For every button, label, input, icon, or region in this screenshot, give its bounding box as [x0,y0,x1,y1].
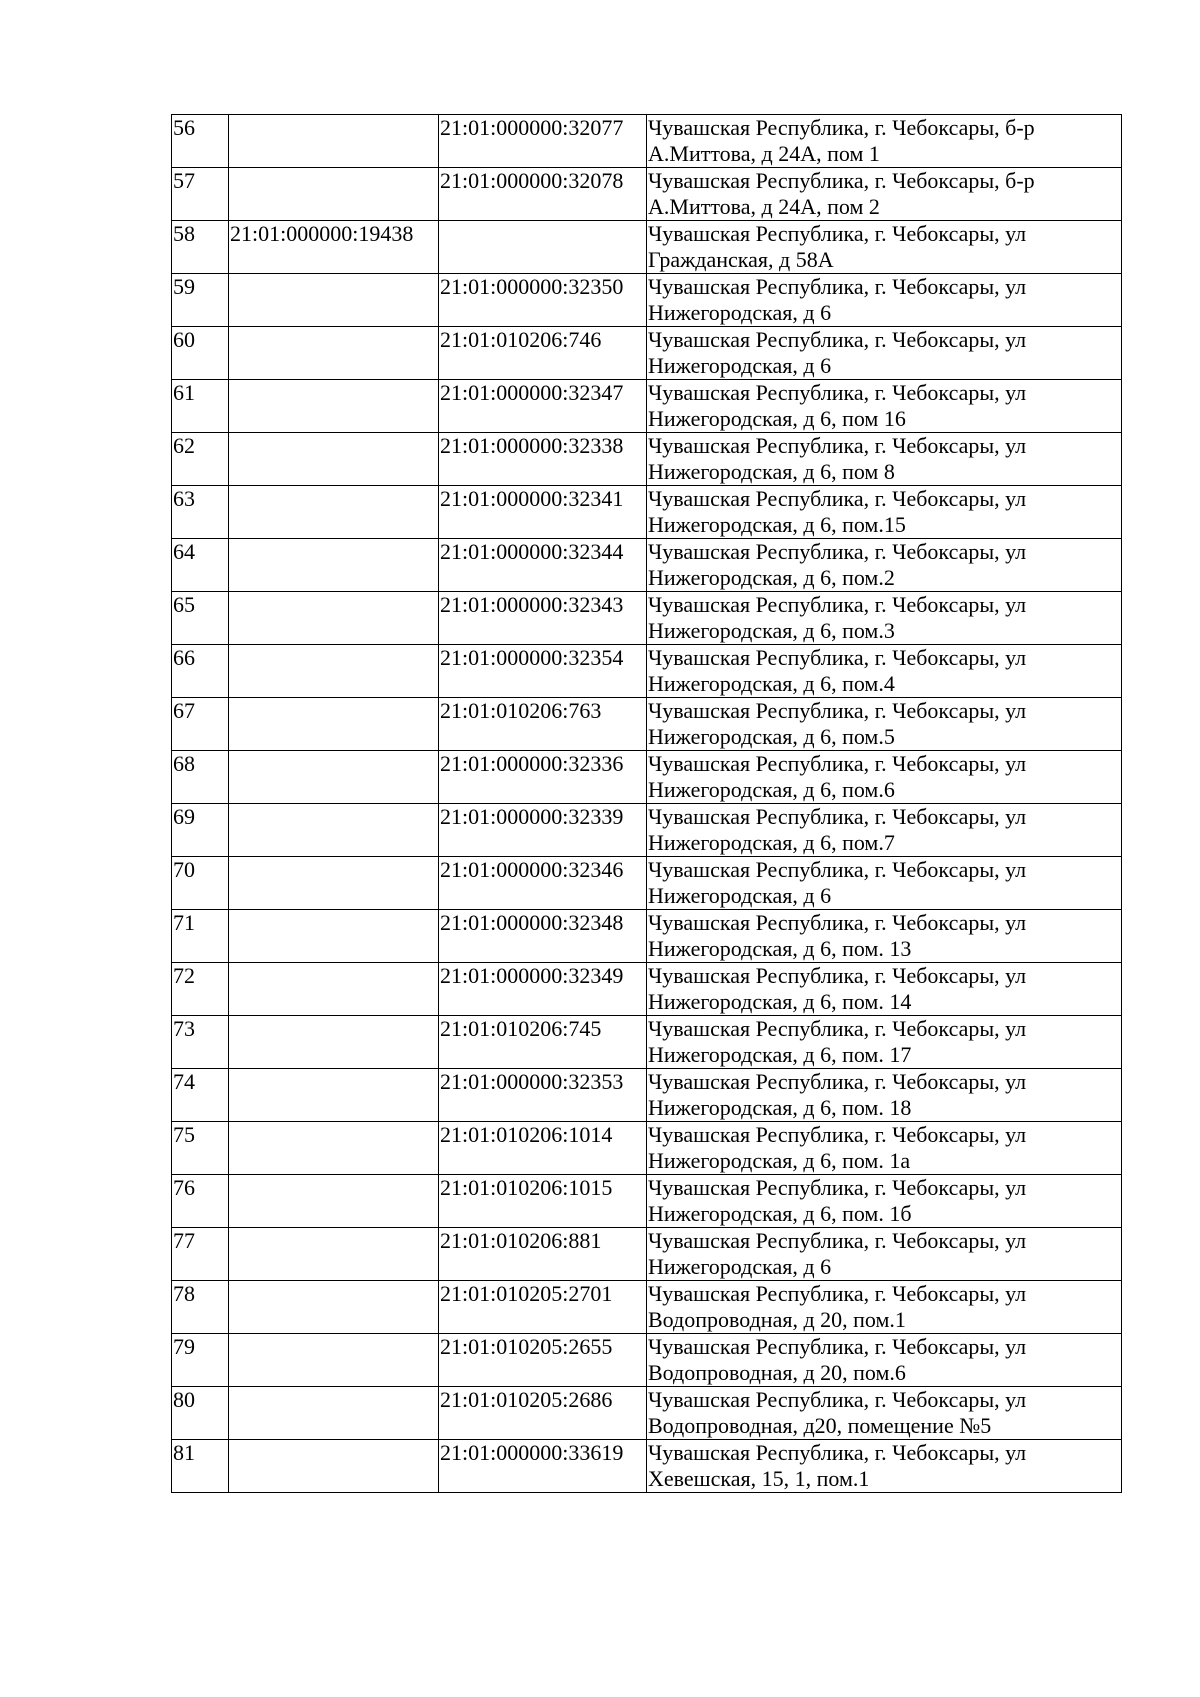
cadastral-number-a-cell [229,115,439,168]
address-cell: Чувашская Республика, г. Чебоксары, ул Водопроводная, д 20, пом.1 [647,1281,1122,1334]
table-row [172,327,1122,380]
row-number-cell: 80 [172,1387,229,1440]
cadastral-number-b-cell: 21:01:010206:1014 [439,1122,647,1175]
address-cell: Чувашская Республика, г. Чебоксары, ул Гражданская, д 58А [647,221,1122,274]
cadastral-number-a-cell [229,433,439,486]
cadastral-number-b-cell: 21:01:000000:32354 [439,645,647,698]
cadastral-number-b-cell: 21:01:000000:32347 [439,380,647,433]
table-row [172,433,1122,486]
cadastral-number-b-cell: 21:01:000000:32343 [439,592,647,645]
table-row [172,1175,1122,1228]
cadastral-number-b-cell: 21:01:010206:1015 [439,1175,647,1228]
cadastral-number-a-cell [229,380,439,433]
row-number-cell: 56 [172,115,229,168]
cadastral-number-b-cell [439,221,647,274]
cadastral-number-a-cell [229,963,439,1016]
address-cell: Чувашская Республика, г. Чебоксары, ул Нижегородская, д 6 [647,327,1122,380]
address-cell: Чувашская Республика, г. Чебоксары, ул Хевешская, 15, 1, пом.1 [647,1440,1122,1493]
cadastral-number-a-cell [229,1016,439,1069]
row-number-cell: 57 [172,168,229,221]
cadastral-number-a-cell [229,698,439,751]
cadastral-number-a-cell [229,486,439,539]
cadastral-number-a-cell [229,1281,439,1334]
table-row [172,221,1122,274]
table-row [172,592,1122,645]
row-number-cell: 66 [172,645,229,698]
cadastral-number-a-cell [229,1122,439,1175]
address-cell: Чувашская Республика, г. Чебоксары, ул Нижегородская, д 6, пом.15 [647,486,1122,539]
table-row [172,963,1122,1016]
cadastral-number-a-cell [229,274,439,327]
row-number-cell: 67 [172,698,229,751]
address-cell: Чувашская Республика, г. Чебоксары, ул Нижегородская, д 6, пом 8 [647,433,1122,486]
address-cell: Чувашская Республика, г. Чебоксары, ул Нижегородская, д 6, пом.6 [647,751,1122,804]
cadastral-number-b-cell: 21:01:010205:2686 [439,1387,647,1440]
address-cell: Чувашская Республика, г. Чебоксары, ул Нижегородская, д 6 [647,1228,1122,1281]
cadastral-number-b-cell: 21:01:000000:32341 [439,486,647,539]
address-cell: Чувашская Республика, г. Чебоксары, ул Нижегородская, д 6, пом.4 [647,645,1122,698]
table-row [172,645,1122,698]
table-body [172,115,1122,1493]
cadastral-number-a-cell: 21:01:000000:19438 [229,221,439,274]
row-number-cell: 76 [172,1175,229,1228]
table-row [172,857,1122,910]
address-cell: Чувашская Республика, г. Чебоксары, ул Нижегородская, д 6, пом. 18 [647,1069,1122,1122]
address-cell: Чувашская Республика, г. Чебоксары, ул Нижегородская, д 6 [647,274,1122,327]
address-cell: Чувашская Республика, г. Чебоксары, б-р А.Миттова, д 24А, пом 1 [647,115,1122,168]
table-row [172,804,1122,857]
row-number-cell: 70 [172,857,229,910]
row-number-cell: 62 [172,433,229,486]
cadastral-number-b-cell: 21:01:000000:32353 [439,1069,647,1122]
cadastral-number-b-cell: 21:01:010206:746 [439,327,647,380]
cadastral-number-b-cell: 21:01:000000:32336 [439,751,647,804]
cadastral-number-a-cell [229,1069,439,1122]
address-cell: Чувашская Республика, г. Чебоксары, ул Водопроводная, д 20, пом.6 [647,1334,1122,1387]
cadastral-number-b-cell: 21:01:010206:745 [439,1016,647,1069]
row-number-cell: 72 [172,963,229,1016]
cadastral-number-b-cell: 21:01:000000:32350 [439,274,647,327]
table-row [172,274,1122,327]
address-cell: Чувашская Республика, г. Чебоксары, ул Нижегородская, д 6, пом. 13 [647,910,1122,963]
cadastral-number-b-cell: 21:01:000000:32346 [439,857,647,910]
row-number-cell: 63 [172,486,229,539]
address-cell: Чувашская Республика, г. Чебоксары, ул Нижегородская, д 6, пом.3 [647,592,1122,645]
table-row [172,1016,1122,1069]
address-cell: Чувашская Республика, г. Чебоксары, б-р А.Миттова, д 24А, пом 2 [647,168,1122,221]
cadastral-number-b-cell: 21:01:000000:33619 [439,1440,647,1493]
row-number-cell: 58 [172,221,229,274]
row-number-cell: 75 [172,1122,229,1175]
table-row [172,1228,1122,1281]
table-row [172,1069,1122,1122]
cadastral-number-a-cell [229,857,439,910]
cadastral-number-b-cell: 21:01:000000:32349 [439,963,647,1016]
row-number-cell: 78 [172,1281,229,1334]
table-row [172,751,1122,804]
address-cell: Чувашская Республика, г. Чебоксары, ул Нижегородская, д 6, пом. 1а [647,1122,1122,1175]
address-cell: Чувашская Республика, г. Чебоксары, ул Водопроводная, д20, помещение №5 [647,1387,1122,1440]
address-cell: Чувашская Республика, г. Чебоксары, ул Нижегородская, д 6, пом.2 [647,539,1122,592]
row-number-cell: 65 [172,592,229,645]
table-row [172,910,1122,963]
property-table [171,114,1122,1493]
cadastral-number-a-cell [229,910,439,963]
row-number-cell: 74 [172,1069,229,1122]
cadastral-number-b-cell: 21:01:000000:32338 [439,433,647,486]
cadastral-number-a-cell [229,751,439,804]
address-cell: Чувашская Республика, г. Чебоксары, ул Нижегородская, д 6, пом. 14 [647,963,1122,1016]
cadastral-number-a-cell [229,1440,439,1493]
cadastral-number-a-cell [229,1387,439,1440]
row-number-cell: 59 [172,274,229,327]
table-row [172,380,1122,433]
cadastral-number-b-cell: 21:01:000000:32344 [439,539,647,592]
cadastral-number-a-cell [229,539,439,592]
address-cell: Чувашская Республика, г. Чебоксары, ул Нижегородская, д 6, пом. 1б [647,1175,1122,1228]
cadastral-number-b-cell: 21:01:010205:2701 [439,1281,647,1334]
cadastral-number-b-cell: 21:01:010206:763 [439,698,647,751]
cadastral-number-b-cell: 21:01:010205:2655 [439,1334,647,1387]
table-row [172,1387,1122,1440]
table-row [172,168,1122,221]
address-cell: Чувашская Республика, г. Чебоксары, ул Нижегородская, д 6, пом.7 [647,804,1122,857]
table-row [172,1440,1122,1493]
row-number-cell: 68 [172,751,229,804]
table-row [172,539,1122,592]
address-cell: Чувашская Республика, г. Чебоксары, ул Нижегородская, д 6, пом 16 [647,380,1122,433]
address-cell: Чувашская Республика, г. Чебоксары, ул Нижегородская, д 6, пом. 17 [647,1016,1122,1069]
cadastral-number-a-cell [229,1175,439,1228]
row-number-cell: 64 [172,539,229,592]
cadastral-number-a-cell [229,168,439,221]
cadastral-number-b-cell: 21:01:000000:32077 [439,115,647,168]
cadastral-number-b-cell: 21:01:000000:32339 [439,804,647,857]
table-row [172,1281,1122,1334]
row-number-cell: 81 [172,1440,229,1493]
address-cell: Чувашская Республика, г. Чебоксары, ул Нижегородская, д 6, пом.5 [647,698,1122,751]
cadastral-number-a-cell [229,645,439,698]
table-row [172,1334,1122,1387]
row-number-cell: 73 [172,1016,229,1069]
cadastral-number-a-cell [229,592,439,645]
address-cell: Чувашская Республика, г. Чебоксары, ул Нижегородская, д 6 [647,857,1122,910]
table-row [172,1122,1122,1175]
cadastral-number-a-cell [229,1228,439,1281]
table-row [172,486,1122,539]
row-number-cell: 61 [172,380,229,433]
row-number-cell: 77 [172,1228,229,1281]
row-number-cell: 71 [172,910,229,963]
table-row [172,115,1122,168]
cadastral-number-a-cell [229,327,439,380]
table-row [172,698,1122,751]
cadastral-number-b-cell: 21:01:000000:32078 [439,168,647,221]
row-number-cell: 79 [172,1334,229,1387]
cadastral-number-b-cell: 21:01:000000:32348 [439,910,647,963]
cadastral-number-b-cell: 21:01:010206:881 [439,1228,647,1281]
cadastral-number-a-cell [229,1334,439,1387]
cadastral-number-a-cell [229,804,439,857]
row-number-cell: 69 [172,804,229,857]
row-number-cell: 60 [172,327,229,380]
